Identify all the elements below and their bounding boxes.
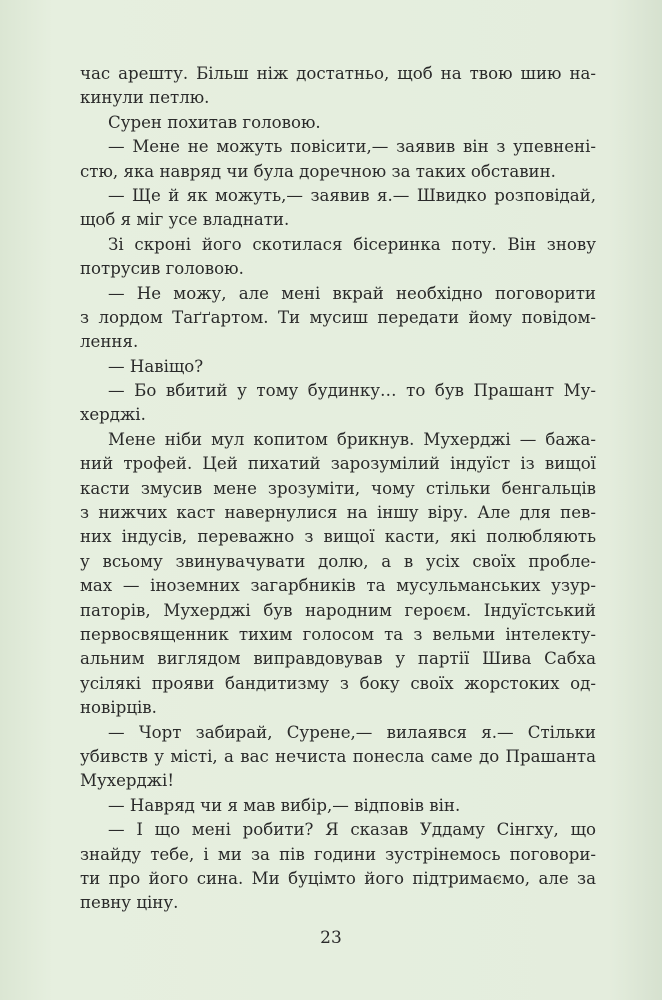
text-line: кинули петлю. (80, 88, 210, 108)
text-line: потрусив головою. (80, 259, 244, 279)
text-line: — Мене не можуть повісити,— заявив він з упевнені- (108, 137, 596, 157)
text-line: — І що мені робити? Я сказав Уддаму Сінгху, що (108, 820, 596, 840)
text-line: ти про його сина. Ми буцімто його підтримаємо, але за (80, 868, 596, 888)
page-number: 23 (320, 928, 342, 948)
text-line: — Навряд чи я мав вибір,— відповів він. (108, 795, 461, 815)
text-line: певну ціну. (80, 893, 179, 913)
text-line: — Навіщо? (108, 356, 204, 376)
text-line: час арешту. Більш ніж достатньо, щоб на твою шию на- (80, 64, 596, 83)
text-line: них індусів, переважно з вищої касти, які полюбляють (80, 527, 596, 547)
text-line: — Бо вбитий у тому будинку… то був Прашант Му- (108, 381, 596, 401)
text-line: лення. (80, 332, 139, 352)
text-line: паторів, Мухерджі був народним героєм. Індуїстський (80, 600, 596, 620)
text-line: мах — іноземних загарбників та мусульманських узур- (80, 576, 596, 596)
text-line: Сурен похитав головою. (108, 112, 321, 132)
text-line: касти змусив мене зрозуміти, чому стільки бенгальців (80, 478, 596, 498)
text-line: первосвященник тихим голосом та з вельми інтелекту- (80, 624, 596, 644)
text-line: у всьому звинувачувати долю, а в усіх своїх пробле- (80, 551, 596, 571)
text-line: усілякі прояви бандитизму з боку своїх жорстоких од- (80, 673, 596, 693)
text-line: альним виглядом виправдовував у партії Шива Сабха (80, 649, 596, 669)
text-line: — Ще й як можуть,— заявив я.— Швидко розповідай, (108, 185, 596, 205)
text-line: стю, яка навряд чи була доречною за таких обставин. (80, 161, 556, 181)
text-line: Мухерджі! (80, 771, 175, 791)
text-line: знайду тебе, і ми за пів години зустрінемось поговори- (80, 844, 596, 864)
text-line: новірців. (80, 698, 157, 718)
text-line: ний трофей. Цей пихатий зарозумілий індуїст із вищої (80, 454, 596, 474)
text-line: убивств у місті, а вас нечиста понесла саме до Прашанта (80, 746, 596, 766)
text-line: — Не можу, але мені вкрай необхідно поговорити (108, 283, 596, 303)
text-line: Мене ніби мул копитом брикнув. Мухерджі — бажа- (108, 429, 596, 449)
text-line: Зі скроні його скотилася бісеринка поту. Він знову (108, 234, 596, 254)
text-line: херджі. (80, 405, 146, 425)
text-line: щоб я міг усе владнати. (80, 210, 290, 230)
body-text (80, 62, 596, 916)
text-line: з лордом Таґґартом. Ти мусиш передати йому повідом- (80, 307, 596, 327)
text-line: — Чорт забирай, Сурене,— вилаявся я.— Стільки (108, 722, 596, 742)
text-line: з нижчих каст навернулися на іншу віру. Але для пев- (80, 503, 596, 523)
